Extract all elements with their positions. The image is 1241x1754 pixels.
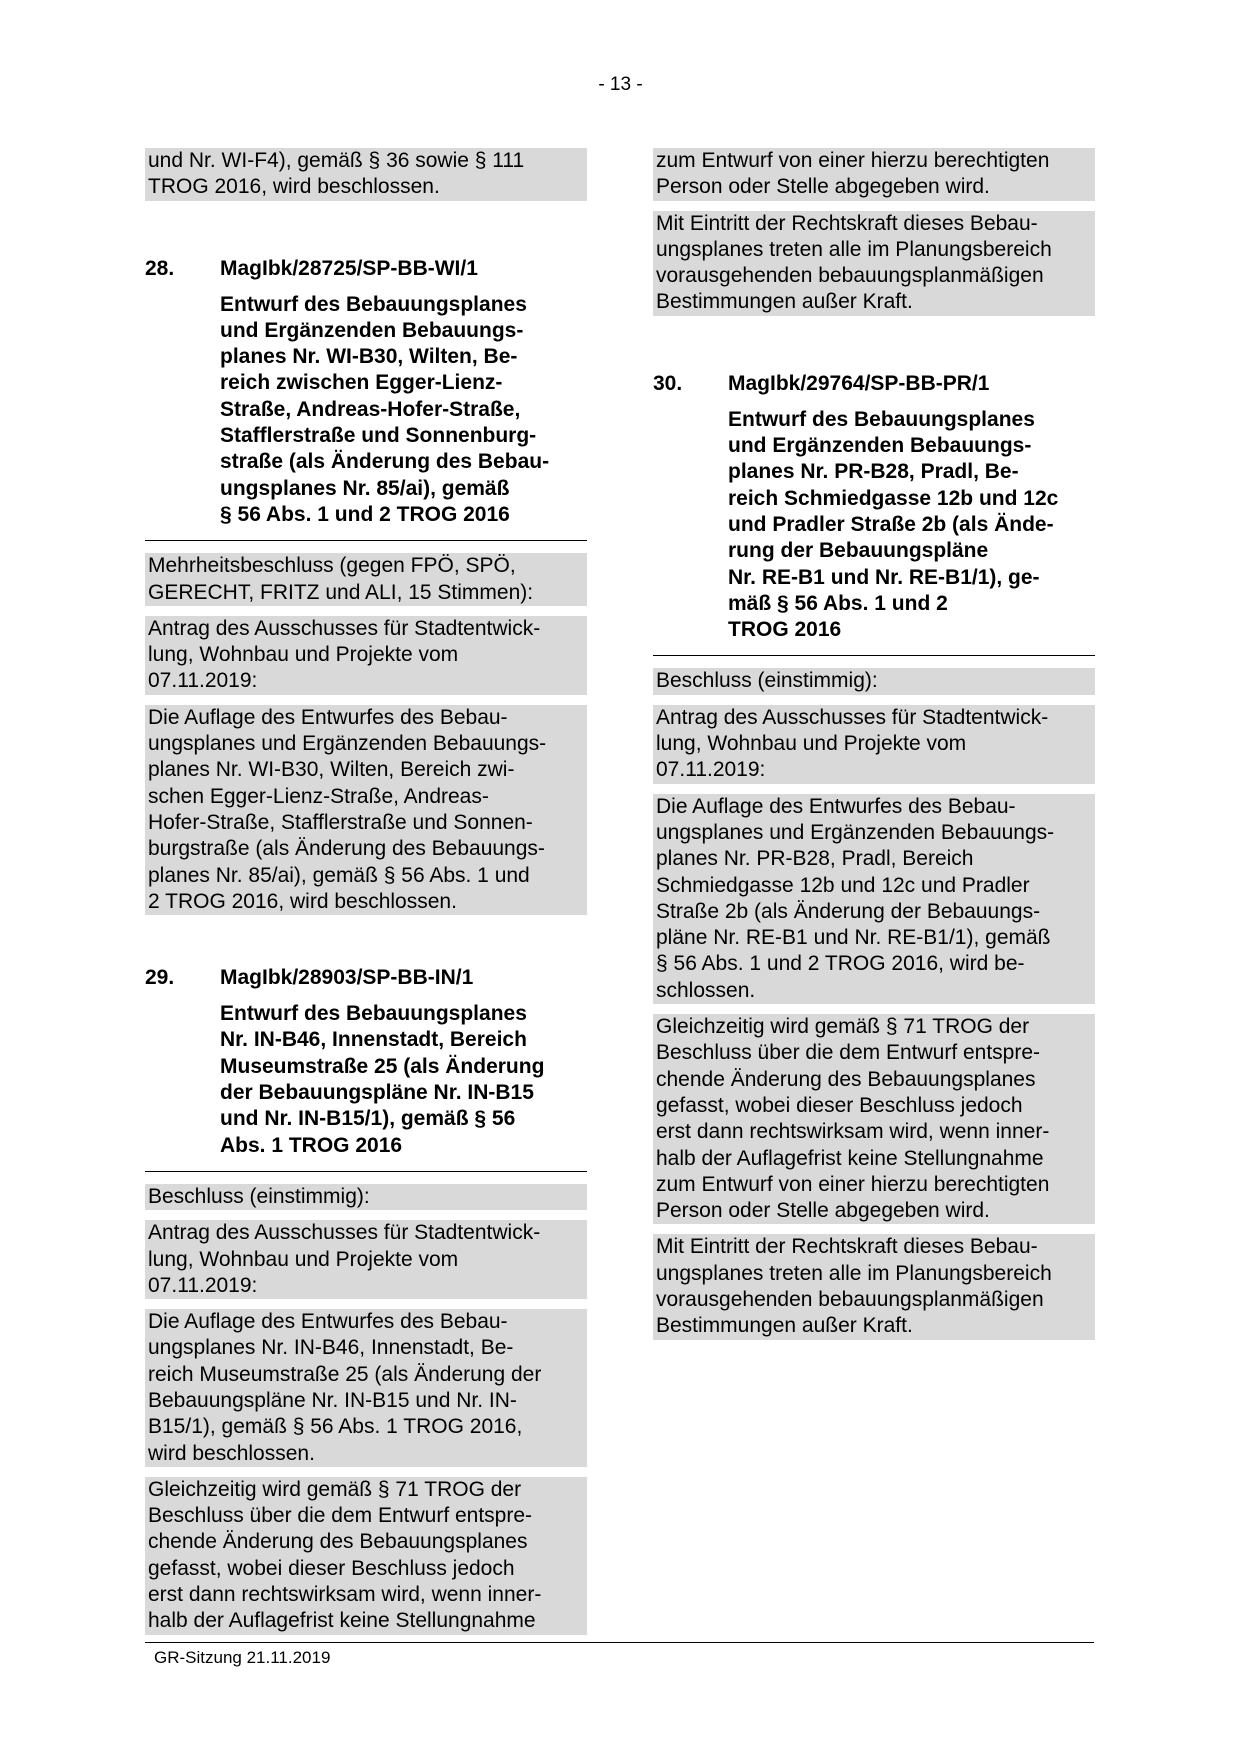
resolution-text: Die Auflage des Entwurfes des Bebau- ungsplanes Nr. IN-B46, Innenstadt, Be- reich Museumstraße 25 (als Änderung der Bebauungspläne Nr. IN-B15 und Nr. IN- B15/1), gemäß § 56 Abs. 1 TROG 2016, wird beschlossen.	[145, 1309, 587, 1467]
simultaneous-resolution-text: Gleichzeitig wird gemäß § 71 TROG der Beschluss über die dem Entwurf entspre- chende Änderung des Bebauungsplanes gefasst, wobei dieser Beschluss jedoch erst dann rechtswirksam wird, wenn inner- halb der Auflagefrist keine Stellungnahme	[145, 1477, 587, 1635]
item-title: Entwurf des Bebauungsplanes Nr. IN-B46, Innenstadt, Bereich Museumstraße 25 (als Änderung der Bebauungspläne Nr. IN-B15 und Nr. IN-B15/1), gemäß § 56 Abs. 1 TROG 2016	[220, 1002, 545, 1157]
page-number: - 13 -	[598, 74, 643, 95]
item-title: Entwurf des Bebauungsplanes und Ergänzenden Bebauungs- planes Nr. PR-B28, Pradl, Be- reich Schmiedgasse 12b und 12c und Pradler Straße 2b (als Ände- rung der Bebauungspläne Nr. RE-B1 und Nr. RE-B1/1), ge- mäß § 56 Abs. 1 und 2 TROG 2016	[728, 407, 1059, 642]
continued-paragraph: und Nr. WI-F4), gemäß § 36 sowie § 111 TROG 2016, wird beschlossen.	[145, 148, 587, 201]
item-heading	[145, 256, 587, 282]
item-title: Entwurf des Bebauungsplanes und Ergänzenden Bebauungs- planes Nr. WI-B30, Wilten, Be- reich zwischen Egger-Lienz- Straße, Andreas-Hofer-Straße, Stafflerstraße und Sonnenburg- straße (als Änderung des Bebau- ungsplanes Nr. 85/ai), gemäß § 56 Abs. 1 und 2 TROG 2016	[220, 292, 550, 526]
item-number: 29.	[145, 966, 175, 990]
item-number: 28.	[145, 256, 175, 280]
agenda-item-30	[653, 371, 1095, 1340]
item-heading	[145, 965, 587, 991]
agenda-item-29	[145, 965, 587, 1635]
resolution-text: Die Auflage des Entwurfes des Bebau- ungsplanes und Ergänzenden Bebauungs- planes Nr. WI-B30, Wilten, Bereich zwi- schen Egger-Lienz-Straße, Andreas- Hofer-Straße, Stafflerstraße und Sonnen- burgstraße (als Änderung des Bebauungs- planes Nr. 85/ai), gemäß § 56 Abs. 1 und 2 TROG 2016, wird beschlossen.	[145, 705, 587, 915]
simultaneous-resolution-text: Gleichzeitig wird gemäß § 71 TROG der Beschluss über die dem Entwurf entspre- chende Änderung des Bebauungsplanes gefasst, wobei dieser Beschluss jedoch erst dann rechtswirksam wird, wenn inner- halb der Auflagefrist keine Stellungnahme zum Entwurf von einer hierzu berechtigten Person oder Stelle abgegeben wird.	[653, 1014, 1095, 1224]
item-number: 30.	[653, 371, 683, 395]
agenda-item-28	[145, 256, 587, 916]
legal-effect-text: Mit Eintritt der Rechtskraft dieses Bebau- ungsplanes treten alle im Planungsbereich vorausgehenden bebauungsplanmäßigen Bestimmungen außer Kraft.	[653, 1234, 1095, 1339]
continued-paragraph: Mit Eintritt der Rechtskraft dieses Bebau- ungsplanes treten alle im Planungsbereich vorausgehenden bebauungsplanmäßigen Bestimmungen außer Kraft.	[653, 211, 1095, 316]
resolution-type: Mehrheitsbeschluss (gegen FPÖ, SPÖ, GERECHT, FRITZ und ALI, 15 Stimmen):	[145, 553, 587, 606]
left-column	[145, 148, 587, 1645]
item-reference: MagIbk/28903/SP-BB-IN/1	[220, 966, 474, 990]
divider	[145, 540, 587, 541]
resolution-type: Beschluss (einstimmig):	[145, 1184, 587, 1210]
footer-divider	[145, 1642, 1094, 1643]
motion-text: Antrag des Ausschusses für Stadtentwick- lung, Wohnbau und Projekte vom 07.11.2019:	[653, 705, 1095, 784]
item-heading	[653, 371, 1095, 397]
right-column	[653, 148, 1095, 1350]
motion-text: Antrag des Ausschusses für Stadtentwick- lung, Wohnbau und Projekte vom 07.11.2019:	[145, 1220, 587, 1299]
resolution-type: Beschluss (einstimmig):	[653, 668, 1095, 694]
divider	[653, 655, 1095, 656]
divider	[145, 1171, 587, 1172]
resolution-text: Die Auflage des Entwurfes des Bebau- ungsplanes und Ergänzenden Bebauungs- planes Nr. PR-B28, Pradl, Bereich Schmiedgasse 12b und 12c und Pradler Straße 2b (als Änderung der Bebauungs- pläne Nr. RE-B1 und Nr. RE-B1/1), gemäß § 56 Abs. 1 und 2 TROG 2016, wird be- schlossen.	[653, 794, 1095, 1004]
motion-text: Antrag des Ausschusses für Stadtentwick- lung, Wohnbau und Projekte vom 07.11.2019:	[145, 616, 587, 695]
continued-paragraph: zum Entwurf von einer hierzu berechtigten Person oder Stelle abgegeben wird.	[653, 148, 1095, 201]
item-reference: MagIbk/28725/SP-BB-WI/1	[220, 256, 478, 280]
item-reference: MagIbk/29764/SP-BB-PR/1	[728, 371, 990, 395]
footer-session-date: GR-Sitzung 21.11.2019	[154, 1648, 331, 1667]
